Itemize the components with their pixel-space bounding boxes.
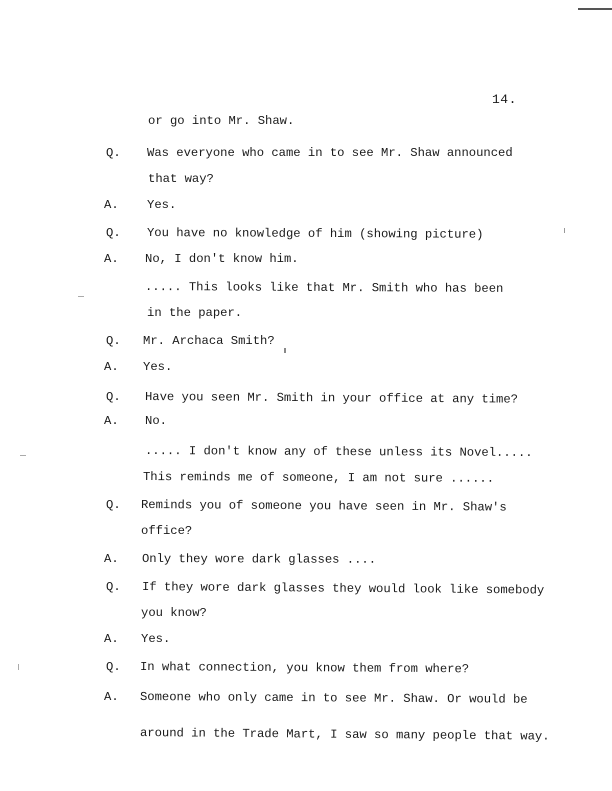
- transcript-line: you know?: [141, 606, 207, 620]
- transcript-line: Have you seen Mr. Smith in your office at any time?: [144, 390, 519, 407]
- speaker-label: A.: [104, 414, 119, 428]
- scan-mark-top-right: [578, 8, 612, 10]
- speaker-label: Q.: [106, 390, 121, 404]
- speaker-label: A.: [104, 552, 119, 566]
- transcript-line: No.: [145, 414, 167, 428]
- transcript-line: or go into Mr. Shaw.: [148, 114, 295, 128]
- speaker-label: Q.: [106, 226, 121, 240]
- transcript-line: Reminds you of someone you have seen in Mr. Shaw's: [140, 498, 507, 515]
- speaker-label: A.: [104, 360, 119, 374]
- speaker-label: A.: [104, 252, 119, 266]
- page-number: 14.: [492, 92, 517, 107]
- transcript-line: If they wore dark glasses they would look like somebody: [141, 580, 545, 598]
- transcript-line: Yes.: [147, 198, 177, 212]
- transcript-line: Yes.: [141, 632, 171, 646]
- speaker-label: Q.: [106, 580, 121, 594]
- scan-mark-mid: [284, 348, 286, 353]
- transcript-line: This reminds me of someone, I am not sure ......: [142, 470, 495, 486]
- transcript-line: Yes.: [143, 360, 173, 374]
- speaker-label: Q.: [106, 146, 121, 160]
- speaker-label: A.: [104, 198, 119, 212]
- transcript-line: in the paper.: [147, 306, 243, 320]
- speaker-label: A.: [104, 690, 119, 704]
- scan-mark-right: [564, 228, 565, 233]
- transcript-line: No, I don't know him.: [145, 252, 299, 266]
- transcript-line: office?: [141, 524, 193, 538]
- speaker-label: A.: [104, 632, 119, 646]
- transcript-line: that way?: [148, 172, 214, 186]
- transcript-line: around in the Trade Mart, I saw so many people that way.: [139, 726, 550, 744]
- transcript-line: Someone who only came in to see Mr. Shaw. Or would be: [139, 690, 528, 707]
- transcript-line: You have no knowledge of him (showing picture): [146, 226, 484, 242]
- transcript-line: ..... I don't know any of these unless its Novel.....: [144, 444, 533, 461]
- scan-mark-left-2: [20, 455, 26, 456]
- scan-mark-left-1: [78, 296, 84, 297]
- transcript-line: Only they wore dark glasses ....: [141, 552, 377, 567]
- speaker-label: Q.: [106, 660, 121, 674]
- scan-mark-left-3: [18, 664, 19, 670]
- transcript-line: ..... This looks like that Mr. Smith who has been: [144, 280, 504, 296]
- speaker-label: Q.: [106, 334, 121, 348]
- speaker-label: Q.: [106, 498, 121, 512]
- transcript-line: Mr. Archaca Smith?: [143, 334, 275, 348]
- transcript-line: Was everyone who came in to see Mr. Shaw announced: [147, 146, 513, 160]
- transcript-line: In what connection, you know them from where?: [139, 660, 470, 677]
